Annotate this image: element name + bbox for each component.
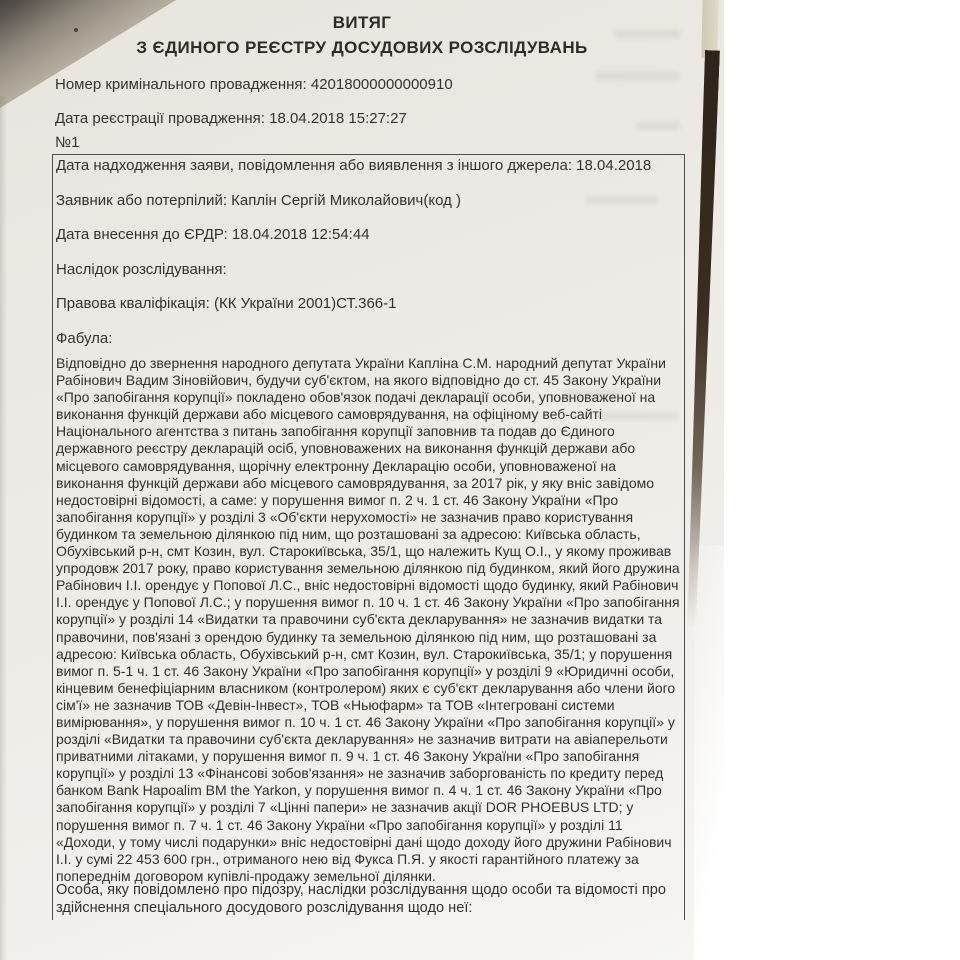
text-line: у сумі 22 453 600 грн., отриманого нею від Фукса П.Я. у якості гарантійного платежу за попереднім xyxy=(56,850,639,884)
text-line: декларування» не зазначив видатки та правочини, пов'язані з орендою будинку та земельною xyxy=(56,611,663,645)
field-label: Дата внесення до ЄРДР: xyxy=(56,226,228,243)
closing-paragraph xyxy=(56,882,674,917)
text-line: адресою: Київська область, Обухівський р-н, смт Козин, вул. Старокиївська, 35/1, що належить xyxy=(56,525,641,560)
bleed-through-mark xyxy=(596,72,680,80)
paper-edge-fade xyxy=(694,545,750,960)
text-line: ділянкою під ним, що розташовані за адресою: Київська область, Обухівський р-н, смт Козин, xyxy=(56,628,657,662)
text-line: самоврядування, за 2017 рік, у яку вніс завідомо недостовірні відомості, а саме: у порушення xyxy=(56,474,655,508)
fabula-paragraph xyxy=(56,355,680,885)
field-value: 18.04.2018 12:54:44 xyxy=(231,226,370,243)
text-line: є суб'єкт декларування або члени його сім'ї» не зазначив ТОВ «Девін-Інвест», ТОВ «Ньюфарм» xyxy=(56,679,676,713)
paper-left-shadow xyxy=(0,96,7,960)
field-claimant xyxy=(56,192,684,210)
field-label: Фабула: xyxy=(56,329,113,347)
field-label: Заявник або потерпілий: xyxy=(56,191,227,209)
bleed-through-mark xyxy=(636,122,680,130)
text-line: осіб, уповноважених на виконання функцій держави або місцевого самоврядування, щорічну xyxy=(56,440,636,474)
text-line: запобігання корупції» покладено обов'язок подачі декларації особи, уповноваженої на виконання xyxy=(56,389,656,423)
registration-date-label: Дата реєстрації провадження: xyxy=(55,110,265,127)
paper-edge-shadow xyxy=(683,50,720,628)
field-label: Дата надходження заяви, повідомлення або виявлення з іншого джерела: xyxy=(56,157,572,174)
text-line: Рабінович Вадим Зіновійович, будучи суб'єктом, на якого відповідно до ст. 45 Закону України «Про xyxy=(56,372,662,406)
text-line: «Про запобігання корупції» у розділі «Видатки та правочини суб'єкта декларування» не зазначив xyxy=(56,713,675,748)
text-line: вул. Старокиївська, 35/1; у порушення вимог п. 5-1 ч. 1 ст. 46 Закону України «Про запобігання xyxy=(56,645,673,679)
field-value: 18.04.2018 xyxy=(576,157,652,174)
text-line: не зазначив право користування будинком та земельною ділянкою під ним, що розташовані за xyxy=(56,508,634,542)
text-line: Відповідно до звернення народного депутата України Капліна С.М. народний депутат України xyxy=(56,355,666,371)
text-line: договором купівлі-продажу земельної ділянки. xyxy=(134,867,436,884)
text-line: електронну Декларацію особи, уповноваженої на виконання функцій держави або місцевого xyxy=(56,457,616,491)
paper-edge-highlight xyxy=(701,0,718,58)
field-label: Правова кваліфікація: xyxy=(56,295,210,312)
text-line: Кущ О.І., у якому проживав упродовж 2017 року, право користування земельною ділянкою під xyxy=(56,543,672,577)
text-line: корупції» у розділі 9 «Юридичні особи, кінцевим бенефіціарним власником (контролером) яких xyxy=(56,662,675,696)
text-line: функцій держави або місцевого самоврядування, на офіціному веб-сайті Національного агентства xyxy=(56,406,603,440)
field-fabula-label xyxy=(56,330,684,348)
text-line: вимог п. 2 ч. 1 ст. 46 Закону України «Про запобігання корупції» у розділі 3 «Об'єкти нерухомості» xyxy=(56,491,619,525)
text-line: будинком, який його дружина Рабінович І.І. орендує у Попової Л.С., вніс недостовірні відомості xyxy=(56,560,680,594)
record-number: №1 xyxy=(55,134,80,151)
text-line: щодо будинку, який Рабінович І.І. орендує у Попової Л.С.; у порушення вимог п. 10 ч. 1 ст. xyxy=(56,577,679,611)
text-line: 46 Закону України «Про запобігання корупції» у розділі 14 «Видатки та правочини суб'єкта xyxy=(56,594,680,628)
case-number-value: 42018000000000910 xyxy=(310,76,453,93)
field-legal-qualification xyxy=(56,295,684,313)
field-erdr-entry-date xyxy=(56,226,684,244)
case-number-line xyxy=(55,76,453,93)
registration-date-line xyxy=(55,110,407,127)
registration-date-value: 18.04.2018 15:27:27 xyxy=(269,110,407,127)
page-title: ВИТЯГ xyxy=(332,13,392,32)
text-line: та ТОВ «Інтегровані системи вимірювання», у порушення вимог п. 10 ч. 1 ст. 46 Закону України xyxy=(56,696,615,730)
text-line: кредиту перед банком Bank Hapoalim BM the Yarkon, у порушення вимог п. 4 ч. 1 ст. 46 Закону xyxy=(56,765,664,799)
record-table-cell xyxy=(52,154,685,920)
text-line: з питань запобігання корупції заповнив та подав до Єдиного державного реєстру декларацій xyxy=(56,423,615,457)
text-line: «Доходи, у тому числі подарунки» вніс недостовірні дані щодо доходу його дружини Рабінович І.І. xyxy=(56,833,672,867)
field-label: Наслідок розслідування: xyxy=(56,260,227,278)
field-value: (КК України 2001)СТ.366-1 xyxy=(214,295,397,312)
text-line: здійснення спеціального досудового розслідування щодо неї: xyxy=(56,899,473,916)
field-receipt-date xyxy=(56,157,684,175)
field-value: Каплін Сергій Миколайович(код ) xyxy=(231,191,462,209)
text-line: «Про запобігання корупції» у розділі 13 «Фінансові зобов'язання» не зазначив заборгованість по xyxy=(56,748,640,782)
text-line: Особа, яку повідомлено про підозру, наслідки розслідування щодо особи та відомості про xyxy=(56,882,666,898)
page-subtitle: З ЄДИНОГО РЕЄСТРУ ДОСУДОВИХ РОЗСЛІДУВАНЬ xyxy=(136,38,588,57)
text-line: LTD; у порушення вимог п. 7 ч. 1 ст. 46 Закону України «Про запобігання корупції» у розділі 11 xyxy=(56,799,634,833)
field-investigation-result xyxy=(56,261,684,279)
text-line: витрати на авіаперельоти приватними літаками, у порушення вимог п. 9 ч. 1 ст. 46 Закону України xyxy=(56,731,668,765)
text-line: України «Про запобігання корупції» у розділі 7 «Цінні папери» не зазначив акції DOR PHOEBUS xyxy=(56,782,662,816)
case-number-label: Номер кримінального провадження: xyxy=(55,76,307,93)
